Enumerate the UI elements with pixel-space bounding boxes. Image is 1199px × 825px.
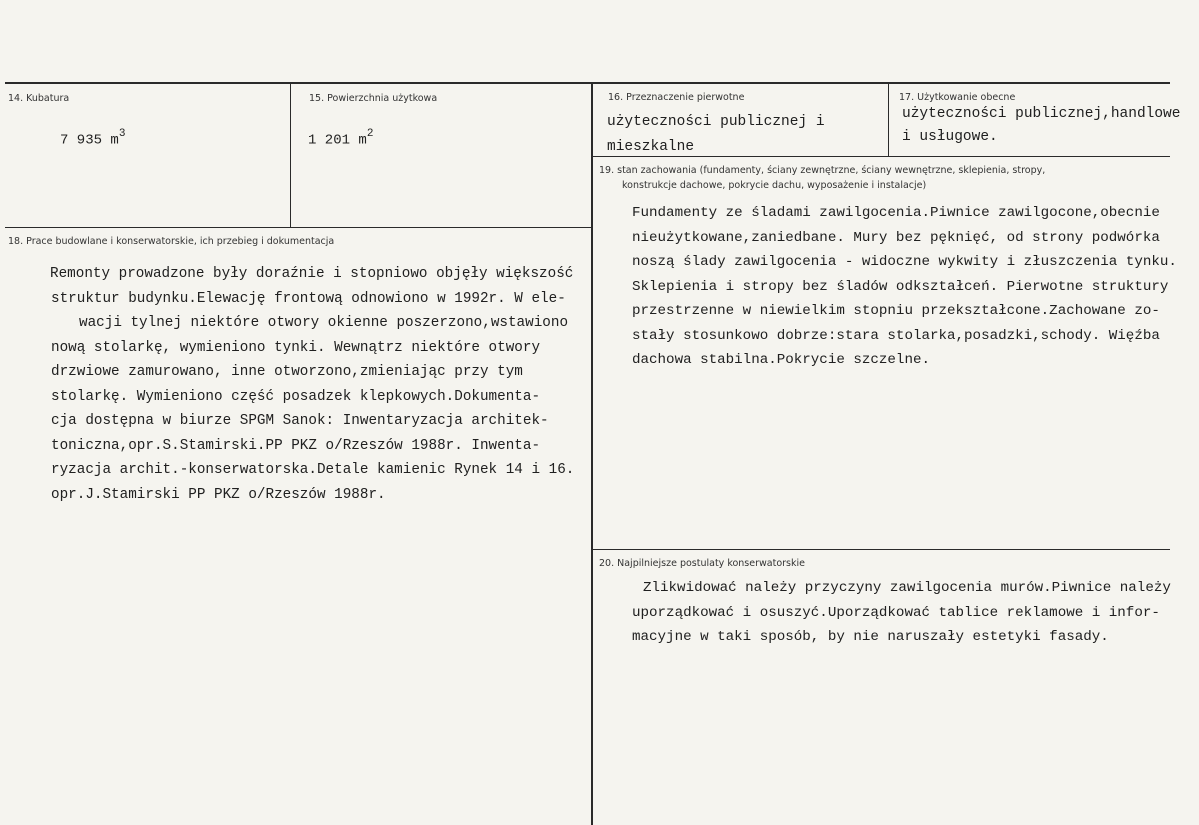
top-rule <box>5 82 1170 84</box>
field-16-line: użyteczności publicznej i <box>607 114 825 130</box>
field-18-line: Remonty prowadzone były doraźnie i stopniowo objęły większość <box>50 266 574 282</box>
field-15-label: 15. Powierzchnia użytkowa <box>309 93 438 104</box>
field-14-unit-exponent: 3 <box>118 128 126 140</box>
field-19-label: 19. stan zachowania (fundamenty, ściany zewnętrzne, ściany wewnętrzne, sklepienia, stropy, <box>599 165 1046 176</box>
rule-under-f14-f15 <box>5 227 593 228</box>
field-20-line: uporządkować i osuszyć.Uporządkować tablice reklamowe i infor- <box>632 604 1160 621</box>
field-18-line: stolarkę. Wymieniono część posadzek klepkowych.Dokumenta- <box>51 388 541 405</box>
field-17-line: i usługowe. <box>902 129 998 145</box>
field-16-line: mieszkalne <box>607 139 695 155</box>
divider-left-right <box>591 84 593 825</box>
field-19-line: przestrzenne w niewielkim stopniu przekształcone.Zachowane zo- <box>632 303 1160 319</box>
field-19-line: stały stosunkowo dobrze:stara stolarka,posadzki,schody. Więźba <box>632 327 1160 344</box>
divider-f16-f17 <box>888 84 889 156</box>
divider-f14-f15 <box>290 84 291 228</box>
field-14-number: 7 935 m <box>60 132 119 149</box>
field-18-line: nową stolarkę, wymieniono tynki. Wewnątrz niektóre otwory <box>51 339 541 356</box>
field-17-line: użyteczności publicznej,handlowe <box>902 106 1181 122</box>
field-17-label: 17. Użytkowanie obecne <box>899 92 1016 103</box>
field-18-line: wacji tylnej niektóre otwory okienne poszerzono,wstawiono <box>79 315 569 331</box>
field-14-value <box>60 130 125 149</box>
field-18-label: 18. Prace budowlane i konserwatorskie, ich przebieg i dokumentacja <box>8 236 335 247</box>
field-19-label-continued: konstrukcje dachowe, pokrycie dachu, wyposażenie i instalacje) <box>622 180 927 191</box>
field-17-value <box>902 103 1180 149</box>
field-19-line: Fundamenty ze śladami zawilgocenia.Piwnice zawilgocone,obecnie <box>632 205 1160 221</box>
field-18-line: opr.J.Stamirski PP PKZ o/Rzeszów 1988r. <box>51 486 386 503</box>
rule-above-f20 <box>593 549 1170 550</box>
field-19-line: nieużytkowane,zaniedbane. Mury bez pęknięć, od strony podwórka <box>632 229 1160 246</box>
field-20-label: 20. Najpilniejsze postulaty konserwatorskie <box>599 558 805 569</box>
field-16-value <box>607 110 825 160</box>
field-18-line: struktur budynku.Elewację frontową odnowiono w 1992r. W ele- <box>51 290 566 307</box>
field-19-line: dachowa stabilna.Pokrycie szczelne. <box>632 352 930 368</box>
field-18-line: toniczna,opr.S.Stamirski.PP PKZ o/Rzeszów 1988r. Inwenta- <box>51 437 541 454</box>
field-14-label: 14. Kubatura <box>8 93 70 104</box>
field-20-value <box>632 576 1171 650</box>
field-19-value <box>632 201 1177 373</box>
field-18-value <box>50 262 574 507</box>
field-15-number: 1 201 m <box>308 132 367 149</box>
field-15-unit-exponent: 2 <box>366 128 374 140</box>
field-18-line: cja dostępna w biurze SPGM Sanok: Inwentaryzacja architek- <box>51 413 549 429</box>
field-15-value <box>308 130 373 149</box>
field-19-line: noszą ślady zawilgocenia - widoczne wykwity i złuszczenia tynku. <box>632 254 1177 270</box>
field-20-line: Zlikwidować należy przyczyny zawilgocenia murów.Piwnice należy <box>643 580 1171 596</box>
field-16-label: 16. Przeznaczenie pierwotne <box>608 92 745 103</box>
field-20-line: macyjne w taki sposób, by nie naruszały estetyki fasady. <box>632 629 1109 645</box>
field-19-line: Sklepienia i stropy bez śladów odkształceń. Pierwotne struktury <box>632 278 1169 295</box>
field-18-line: drzwiowe zamurowano, inne otworzono,zmieniając przy tym <box>51 364 523 380</box>
field-18-line: ryzacja archit.-konserwatorska.Detale kamienic Rynek 14 i 16. <box>51 462 575 478</box>
